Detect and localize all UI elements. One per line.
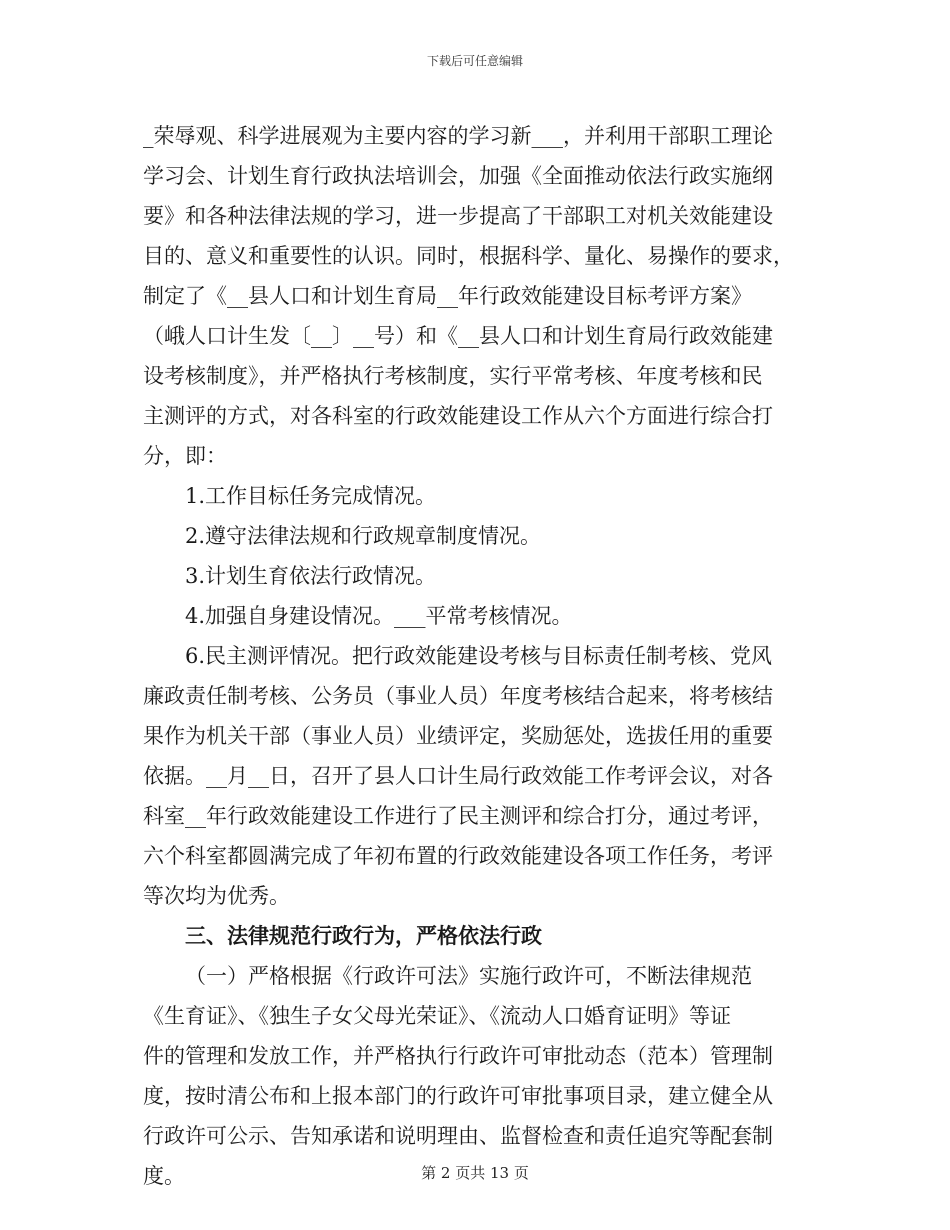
text-line: 制定了《__县人口和计划生育局__年行政效能建设目标考评方案》 xyxy=(143,284,752,308)
text-line: （峨人口计生发〔__〕__号）和《__县人口和计划生育局行政效能建 xyxy=(143,324,773,348)
text-line: 目的、意义和重要性的认识。同时，根据科学、量化、易操作的要求， xyxy=(143,244,794,268)
text-line: 廉政责任制考核、公务员（事业人员）年度考核结合起来，将考核结 xyxy=(143,684,773,708)
text-line: 六个科室都圆满完成了年初布置的行政效能建设各项工作任务，考评 xyxy=(143,844,773,868)
text-line: 等次均为优秀。 xyxy=(143,884,290,908)
page-header: 下载后可任意编辑 xyxy=(426,54,523,68)
page-footer: 第 2 页共 13 页 xyxy=(421,1164,529,1182)
text-line: 科室__年行政效能建设工作进行了民主测评和综合打分，通过考评， xyxy=(143,804,773,828)
text-line: 分，即： xyxy=(143,444,227,468)
text-line: 度，按时清公布和上报本部门的行政许可审批事项目录，建立健全从 xyxy=(143,1084,773,1108)
text-line: 果作为机关干部（事业人员）业绩评定，奖励惩处，选拔任用的重要 xyxy=(143,724,773,748)
text-line: 依据。__月__日，召开了县人口计生局行政效能工作考评会议，对各 xyxy=(143,764,773,788)
text-line: 2.遵守法律法规和行政规章制度情况。 xyxy=(185,524,542,548)
text-line: 设考核制度》，并严格执行考核制度，实行平常考核、年度考核和民 xyxy=(143,364,763,388)
text-line: 4.加强自身建设情况。___平常考核情况。 xyxy=(185,604,573,628)
text-line: 6.民主测评情况。把行政效能建设考核与目标责任制考核、党风 xyxy=(185,644,773,668)
text-line: 学习会、计划生育行政执法培训会，加强《全面推动依法行政实施纲 xyxy=(143,164,773,188)
text-line: 件的管理和发放工作，并严格执行行政许可审批动态（范本）管理制 xyxy=(143,1044,773,1068)
section-heading: 三、法律规范行政行为，严格依法行政 xyxy=(185,924,542,948)
text-line: 1.工作目标任务完成情况。 xyxy=(185,484,437,508)
text-line: （一）严格根据《行政许可法》实施行政许可，不断法律规范 xyxy=(185,964,752,988)
text-line: 行政许可公示、告知承诺和说明理由、监督检查和责任追究等配套制 xyxy=(143,1124,773,1148)
document-body xyxy=(143,116,808,1196)
text-line: 《生育证》、《独生子女父母光荣证》、《流动人口婚育证明》等证 xyxy=(143,1004,731,1028)
text-line: 主测评的方式，对各科室的行政效能建设工作从六个方面进行综合打 xyxy=(143,404,773,428)
text-line: 度。 xyxy=(143,1164,185,1188)
text-line: 3.计划生育依法行政情况。 xyxy=(185,564,437,588)
text-line: _荣辱观、科学进展观为主要内容的学习新___，并利用干部职工理论 xyxy=(143,124,773,148)
text-line: 要》和各种法律法规的学习，进一步提高了干部职工对机关效能建设 xyxy=(143,204,773,228)
